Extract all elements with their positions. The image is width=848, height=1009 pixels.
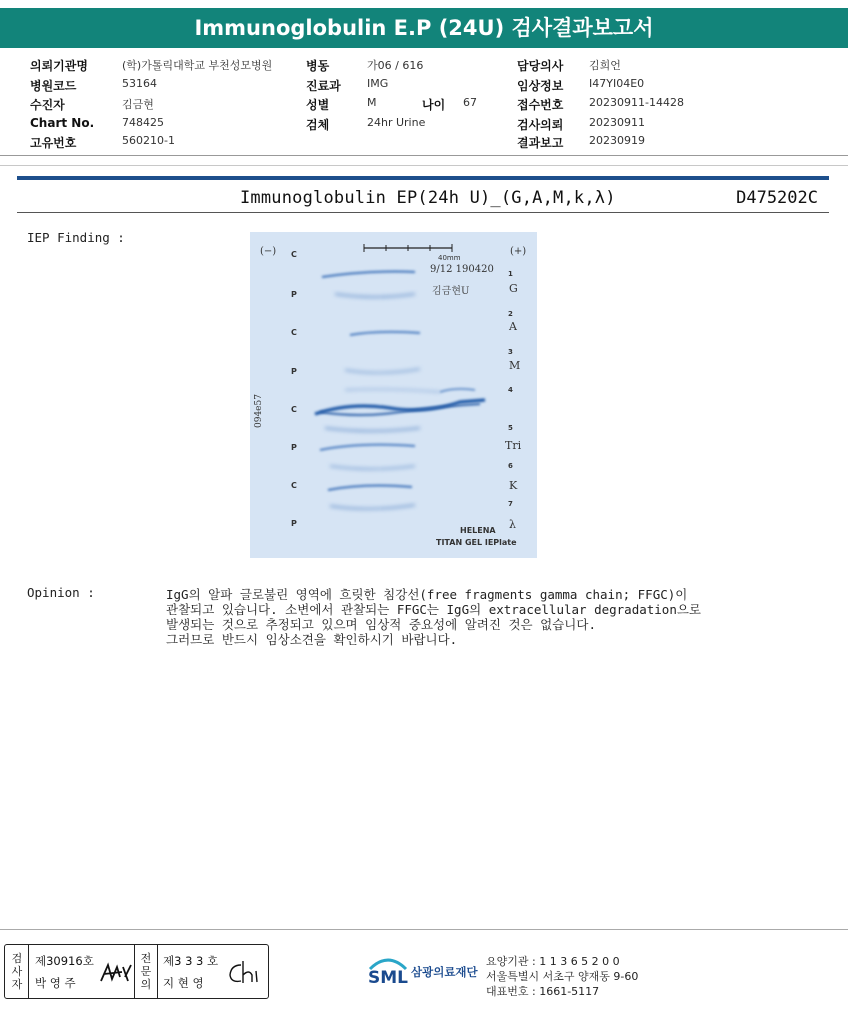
gel-left-label: C bbox=[291, 405, 297, 414]
label-unique-no: 고유번호 bbox=[30, 136, 77, 150]
label-hospital-code: 병원코드 bbox=[30, 79, 77, 93]
opinion-label: Opinion : bbox=[27, 585, 95, 600]
tester-label: 검사자 bbox=[11, 952, 23, 991]
gel-lane-name: M bbox=[509, 359, 521, 372]
specialist-name: 지 현 영 bbox=[163, 976, 204, 990]
specialist-license: 제3 3 3 호 bbox=[163, 954, 219, 968]
opinion-line: 그러므로 반드시 임상소견을 확인하시기 바랍니다. bbox=[166, 632, 458, 647]
value-institution: (학)가톨릭대학교 부천성모병원 bbox=[122, 59, 273, 72]
label-request-date: 검사의뢰 bbox=[517, 118, 564, 132]
gel-side-id: 094e57 bbox=[254, 394, 264, 428]
report-title: Immunoglobulin E.P (24U) 검사결과보고서 bbox=[194, 16, 654, 40]
gel-brand: HELENA bbox=[460, 526, 496, 535]
gel-lane-number: 5 bbox=[508, 424, 513, 432]
tester-signature bbox=[98, 959, 134, 987]
gel-left-label: P bbox=[291, 290, 297, 299]
gel-left-label: C bbox=[291, 328, 297, 337]
footer-divider bbox=[0, 929, 848, 930]
institute-code: 요양기관 : 1 1 3 6 5 2 0 0 bbox=[486, 955, 620, 968]
value-receipt-no: 20230911-14428 bbox=[589, 96, 684, 109]
institute-name: 삼광의료재단 bbox=[411, 965, 478, 979]
gel-lane-number: 7 bbox=[508, 500, 513, 508]
label-age: 나이 bbox=[422, 98, 446, 112]
sml-logo-icon bbox=[367, 953, 409, 999]
test-code: D475202C bbox=[736, 188, 818, 208]
gel-lane-number: 2 bbox=[508, 310, 513, 318]
signature-box bbox=[4, 944, 269, 999]
gel-lane-name: K bbox=[509, 479, 518, 492]
label-sex: 성별 bbox=[306, 98, 330, 112]
opinion-line: 발생되는 것으로 추정되고 있으며 임상적 중요성에 알려진 것은 없습니다. bbox=[166, 617, 596, 632]
institute-phone: 대표번호 : 1661-5117 bbox=[486, 985, 600, 998]
value-report-date: 20230919 bbox=[589, 134, 645, 147]
gel-bands bbox=[250, 232, 537, 558]
value-hospital-code: 53164 bbox=[122, 77, 157, 90]
header-divider bbox=[0, 155, 848, 156]
specialist-label: 전문의 bbox=[140, 952, 152, 991]
tester-license: 제30916호 bbox=[35, 954, 94, 968]
label-chart-no: Chart No. bbox=[30, 116, 95, 130]
section-bar bbox=[17, 176, 829, 180]
gel-date-id: 9/12 190420 bbox=[430, 264, 494, 275]
label-ward: 병동 bbox=[306, 59, 330, 73]
gel-positive-pole: (+) bbox=[510, 246, 527, 257]
gel-scale-label: 40mm bbox=[438, 254, 461, 262]
label-doctor: 담당의사 bbox=[517, 59, 564, 73]
specialist-signature bbox=[225, 957, 263, 987]
label-clinical-info: 임상정보 bbox=[517, 79, 564, 93]
gel-brand-sub: TITAN GEL IEPlate bbox=[436, 538, 517, 547]
value-patient: 김금현 bbox=[122, 98, 154, 111]
iep-finding-label: IEP Finding : bbox=[27, 230, 125, 245]
electrophoresis-gel-image bbox=[250, 232, 537, 558]
value-clinical-info: I47YI04E0 bbox=[589, 77, 645, 90]
label-receipt-no: 접수번호 bbox=[517, 98, 564, 112]
gel-lane-number: 6 bbox=[508, 462, 513, 470]
value-sex: M bbox=[367, 96, 377, 109]
gel-lane-name: G bbox=[509, 282, 518, 295]
label-report-date: 결과보고 bbox=[517, 136, 564, 150]
label-institution: 의뢰기관명 bbox=[30, 59, 88, 73]
gel-left-label: P bbox=[291, 367, 297, 376]
gel-lane-number: 4 bbox=[508, 386, 513, 394]
report-title-bar bbox=[0, 8, 848, 48]
gel-left-label: P bbox=[291, 443, 297, 452]
gel-left-label: C bbox=[291, 481, 297, 490]
tester-name: 박 영 주 bbox=[35, 976, 76, 990]
label-patient: 수진자 bbox=[30, 98, 65, 112]
opinion-line: IgG의 알파 글로불린 영역에 흐릿한 침강선(free fragments gamma chain; FFGC)이 bbox=[166, 587, 688, 602]
value-request-date: 20230911 bbox=[589, 116, 645, 129]
value-ward: 가06 / 616 bbox=[367, 59, 424, 72]
value-unique-no: 560210-1 bbox=[122, 134, 175, 147]
gel-left-label: C bbox=[291, 250, 297, 259]
value-doctor: 김희언 bbox=[589, 59, 621, 72]
institute-address: 서울특별시 서초구 양재동 9-60 bbox=[486, 970, 639, 983]
svg-text:SML: SML bbox=[368, 968, 408, 988]
label-specimen: 검체 bbox=[306, 118, 330, 132]
value-chart-no: 748425 bbox=[122, 116, 164, 129]
gel-lane-number: 3 bbox=[508, 348, 513, 356]
gel-negative-pole: (−) bbox=[260, 246, 277, 257]
header-divider-light bbox=[0, 165, 848, 166]
gel-lane-name: λ bbox=[509, 518, 516, 531]
gel-left-label: P bbox=[291, 519, 297, 528]
gel-lane-number: 1 bbox=[508, 270, 513, 278]
value-age: 67 bbox=[463, 96, 477, 109]
test-name: Immunoglobulin EP(24h U)_(G,A,M,k,λ) bbox=[240, 188, 616, 208]
gel-lane-name: Tri bbox=[505, 439, 522, 452]
label-department: 진료과 bbox=[306, 79, 341, 93]
gel-lane-name: A bbox=[509, 320, 517, 333]
test-name-rule bbox=[17, 212, 829, 213]
value-department: IMG bbox=[367, 77, 389, 90]
value-specimen: 24hr Urine bbox=[367, 116, 426, 129]
gel-patient-name: 김금현U bbox=[432, 286, 470, 297]
opinion-line: 관찰되고 있습니다. 소변에서 관찰되는 FFGC는 IgG의 extracellular degradation으로 bbox=[166, 602, 702, 617]
